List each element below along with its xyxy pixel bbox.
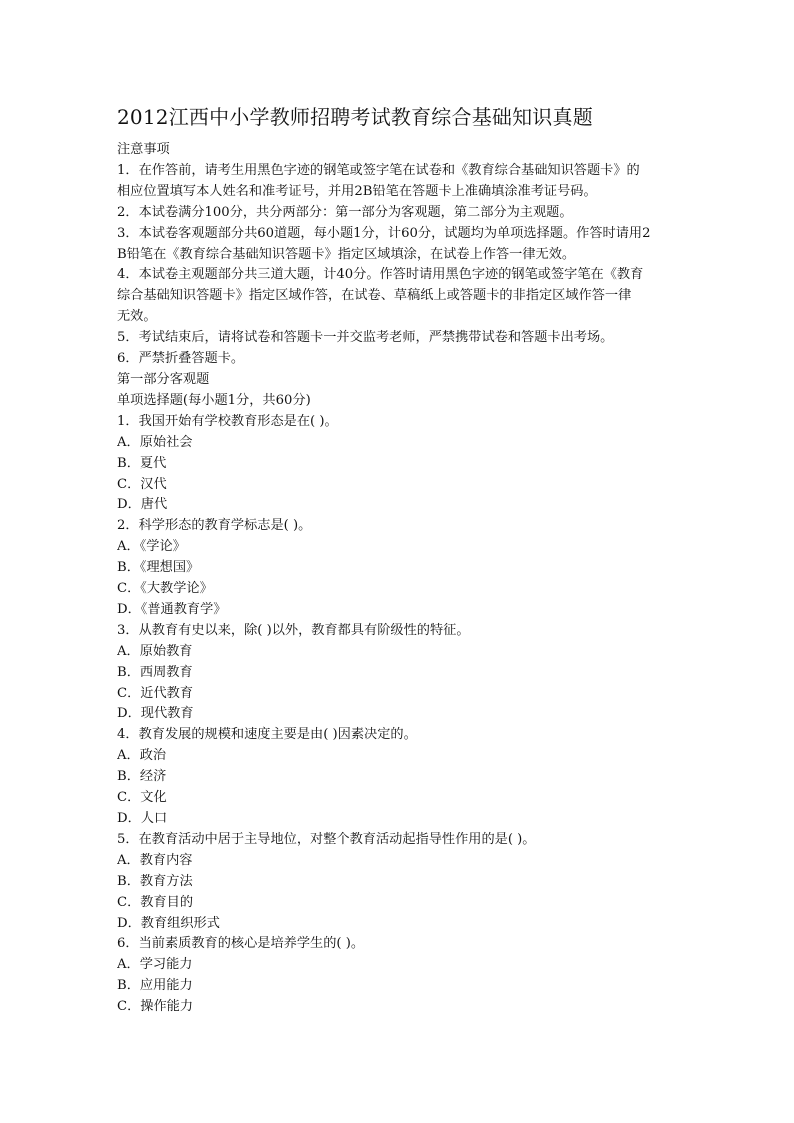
- text-line: 3．本试卷客观题部分共60道题，每小题1分，计60分，试题均为单项选择题。作答时请用2: [117, 225, 651, 241]
- text-line: 5．考试结束后，请将试卷和答题卡一并交监考老师，严禁携带试卷和答题卡出考场。: [117, 330, 614, 346]
- text-line: 2．本试卷满分100分，共分两部分：第一部分为客观题，第二部分为主观题。: [117, 204, 573, 220]
- text-line: A．政治: [117, 748, 167, 764]
- text-line: A．教育内容: [117, 852, 193, 868]
- text-line: 4．教育发展的规模和速度主要是由( )因素决定的。: [117, 727, 417, 743]
- text-line: 第一部分客观题: [117, 371, 210, 387]
- text-line: 3．从教育有史以来，除( )以外，教育都具有阶级性的特征。: [117, 622, 470, 638]
- text-line: D．教育组织形式: [117, 915, 220, 931]
- text-line: 6．严禁折叠答题卡。: [117, 351, 245, 367]
- text-line: A．学习能力: [117, 957, 193, 973]
- text-line: 6．当前素质教育的核心是培养学生的( )。: [117, 936, 365, 952]
- text-line: B．《理想国》: [117, 560, 200, 576]
- text-line: D．现代教育: [117, 706, 194, 722]
- text-line: C．操作能力: [117, 999, 194, 1015]
- text-line: 1．我国开始有学校教育形态是在( )。: [117, 413, 338, 429]
- document-title: 2012江西中小学教师招聘考试教育综合基础知识真题: [117, 105, 593, 129]
- text-line: C．文化: [117, 790, 167, 806]
- text-line: 单项选择题(每小题1分，共60分): [117, 392, 311, 408]
- text-line: B．西周教育: [117, 664, 193, 680]
- text-line: A．原始社会: [117, 434, 193, 450]
- text-line: D．唐代: [117, 497, 168, 513]
- text-line: B铅笔在《教育综合基础知识答题卡》指定区域填涂，在试卷上作答一律无效。: [117, 246, 576, 262]
- text-line: B．经济: [117, 769, 167, 785]
- text-line: 无效。: [117, 309, 157, 325]
- text-line: D．《普通教育学》: [117, 601, 227, 617]
- text-line: A．原始教育: [117, 643, 193, 659]
- text-line: C．教育目的: [117, 894, 194, 910]
- text-line: 2．科学形态的教育学标志是( )。: [117, 518, 312, 534]
- document-page: [117, 104, 677, 1018]
- text-line: C．近代教育: [117, 685, 194, 701]
- text-line: A．《学论》: [117, 539, 186, 555]
- text-line: 4．本试卷主观题部分共三道大题，计40分。作答时请用黑色字迹的钢笔或签字笔在《教育: [117, 267, 644, 283]
- text-line: C．汉代: [117, 476, 167, 492]
- text-line: 注意事项: [117, 142, 170, 157]
- text-line: B．夏代: [117, 455, 167, 471]
- document-body: [117, 140, 677, 1018]
- text-line: 综合基础知识答题卡》指定区域作答，在试卷、草稿纸上或答题卡的非指定区域作答一律: [117, 288, 632, 304]
- text-line: 1．在作答前，请考生用黑色字迹的钢笔或签字笔在试卷和《教育综合基础知识答题卡》的: [117, 162, 640, 178]
- text-line: 相应位置填写本人姓名和准考证号，并用2B铅笔在答题卡上准确填涂准考证号码。: [117, 183, 597, 199]
- text-line: B．教育方法: [117, 873, 193, 889]
- text-line: D．人口: [117, 811, 168, 826]
- text-line: 5．在教育活动中居于主导地位，对整个教育活动起指导性作用的是( )。: [117, 831, 536, 847]
- text-line: C．《大教学论》: [117, 581, 213, 597]
- text-line: B．应用能力: [117, 978, 193, 994]
